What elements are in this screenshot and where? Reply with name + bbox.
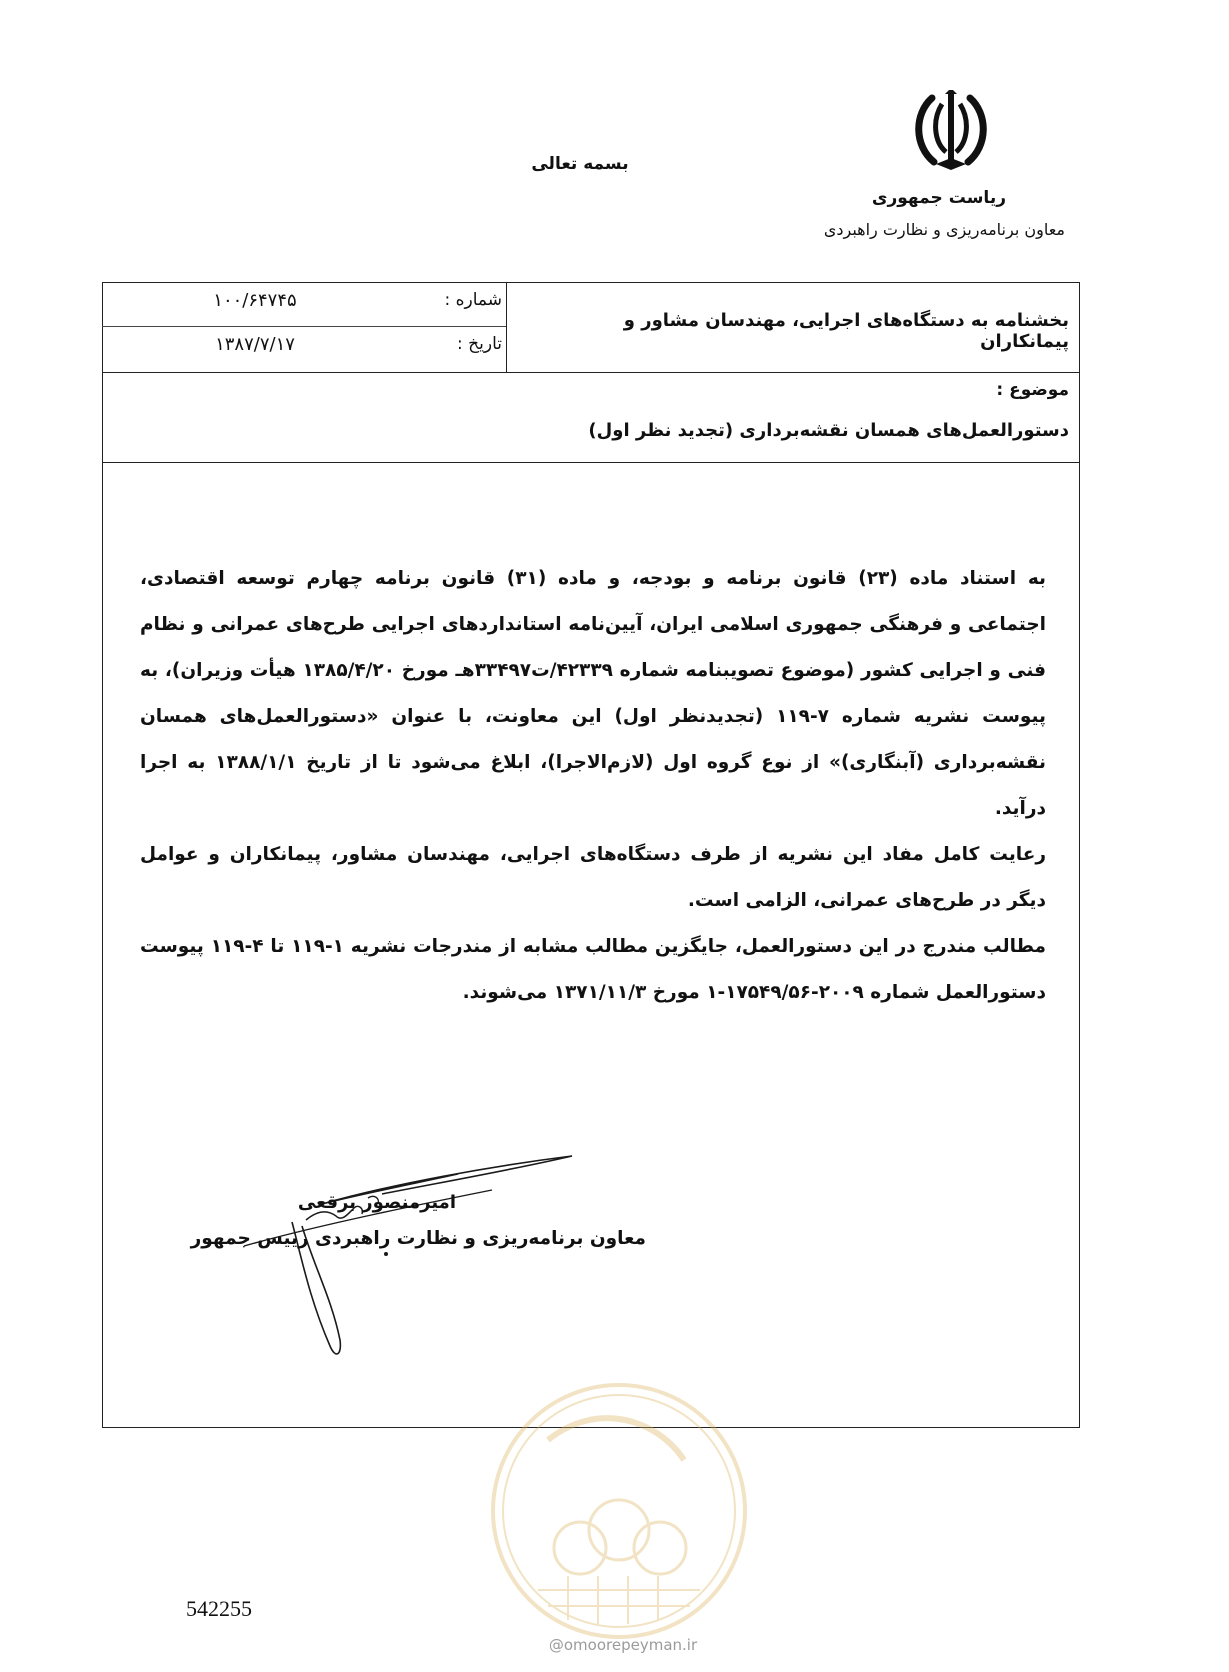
handwritten-signature: [232, 1150, 632, 1380]
body-paragraph-1-start: به استناد ماده (۲۳) قانون برنامه و بودجه، و ماده (۳۱) قانون برنامه چهارم توسعه اقتصادی، اجتماعی و فرهنگی جمهوری اسلامی ایران، آیین‌نامه استانداردهای اجرایی طرح‌های عمرانی و نظام فنی و اجرایی کشور (موضوع تصویبنامه شماره ۴۲۳۳۹/ت۳۳۴۹۷هـ مورخ ۱۳۸۵/۴/۲۰ هیأت وزیران)، به پیوست نشریه شماره ۷-۱۱۹ (تجدیدنظر اول) این معاونت، با عنوان «: [140, 568, 1047, 727]
letter-date: ۱۳۸۷/۷/۱۷: [215, 334, 295, 355]
iran-emblem-icon: [912, 90, 990, 172]
publication-title: دستورالعمل‌های همسان نقشه‌برداری (آبنگاری): [140, 706, 1046, 773]
document-code: 542255: [186, 1596, 252, 1621]
body-paragraph-2: رعایت کامل مفاد این نشریه از طرف دستگاه‌های اجرایی، مهندسان مشاور، پیمانکاران و عوامل دیگر در طرح‌های عمرانی، الزامی است.: [140, 844, 1046, 911]
company-seal-watermark: [488, 1380, 750, 1642]
signer-name: امیرمنصور برقعی: [297, 1192, 456, 1213]
deputy-title: معاون برنامه‌ریزی و نظارت راهبردی: [823, 220, 1065, 239]
number-label: شماره :: [444, 290, 502, 310]
watermark-url: @omoorepeyman.ir: [548, 1636, 698, 1654]
presidency-title: ریاست جمهوری: [871, 188, 1006, 208]
body-paragraph-1: [140, 556, 1046, 832]
letter-body: [140, 556, 1046, 1016]
header-divider: [102, 372, 1080, 373]
subject-text: دستورالعمل‌های همسان نقشه‌برداری (تجدید نظر اول): [588, 420, 1069, 441]
subject-divider: [102, 462, 1080, 463]
letter-number: ۱۰۰/۶۴۷۴۵: [213, 290, 297, 311]
header-column-divider: [506, 282, 507, 372]
subject-label: موضوع :: [996, 380, 1069, 400]
date-label: تاریخ :: [457, 334, 502, 354]
body-paragraph-1-end: » از نوع گروه اول (لازم‌الاجرا)، ابلاغ می‌شود تا از تاریخ ۱۳۸۸/۱/۱ به اجرا درآید.: [140, 752, 1046, 819]
body-paragraph-3: مطالب مندرج در این دستورالعمل، جایگزین مطالب مشابه از مندرجات نشریه ۱-۱۱۹ تا ۴-۱۱۹ پیوست دستورالعمل شماره ۲۰۰۹-۱۷۵۴۹/۵۶-۱ مورخ ۱۳۷۱/۱۱/۳ می‌شوند.: [140, 936, 1046, 1003]
bismillah-heading: بسمه تعالی: [531, 154, 629, 174]
circular-recipients: بخشنامه به دستگاه‌های اجرایی، مهندسان مشاور و پیمانکاران: [623, 310, 1069, 352]
signer-role: معاون برنامه‌ریزی و نظارت راهبردی رییس جمهور: [190, 1228, 646, 1249]
meta-row-divider: [102, 326, 506, 327]
